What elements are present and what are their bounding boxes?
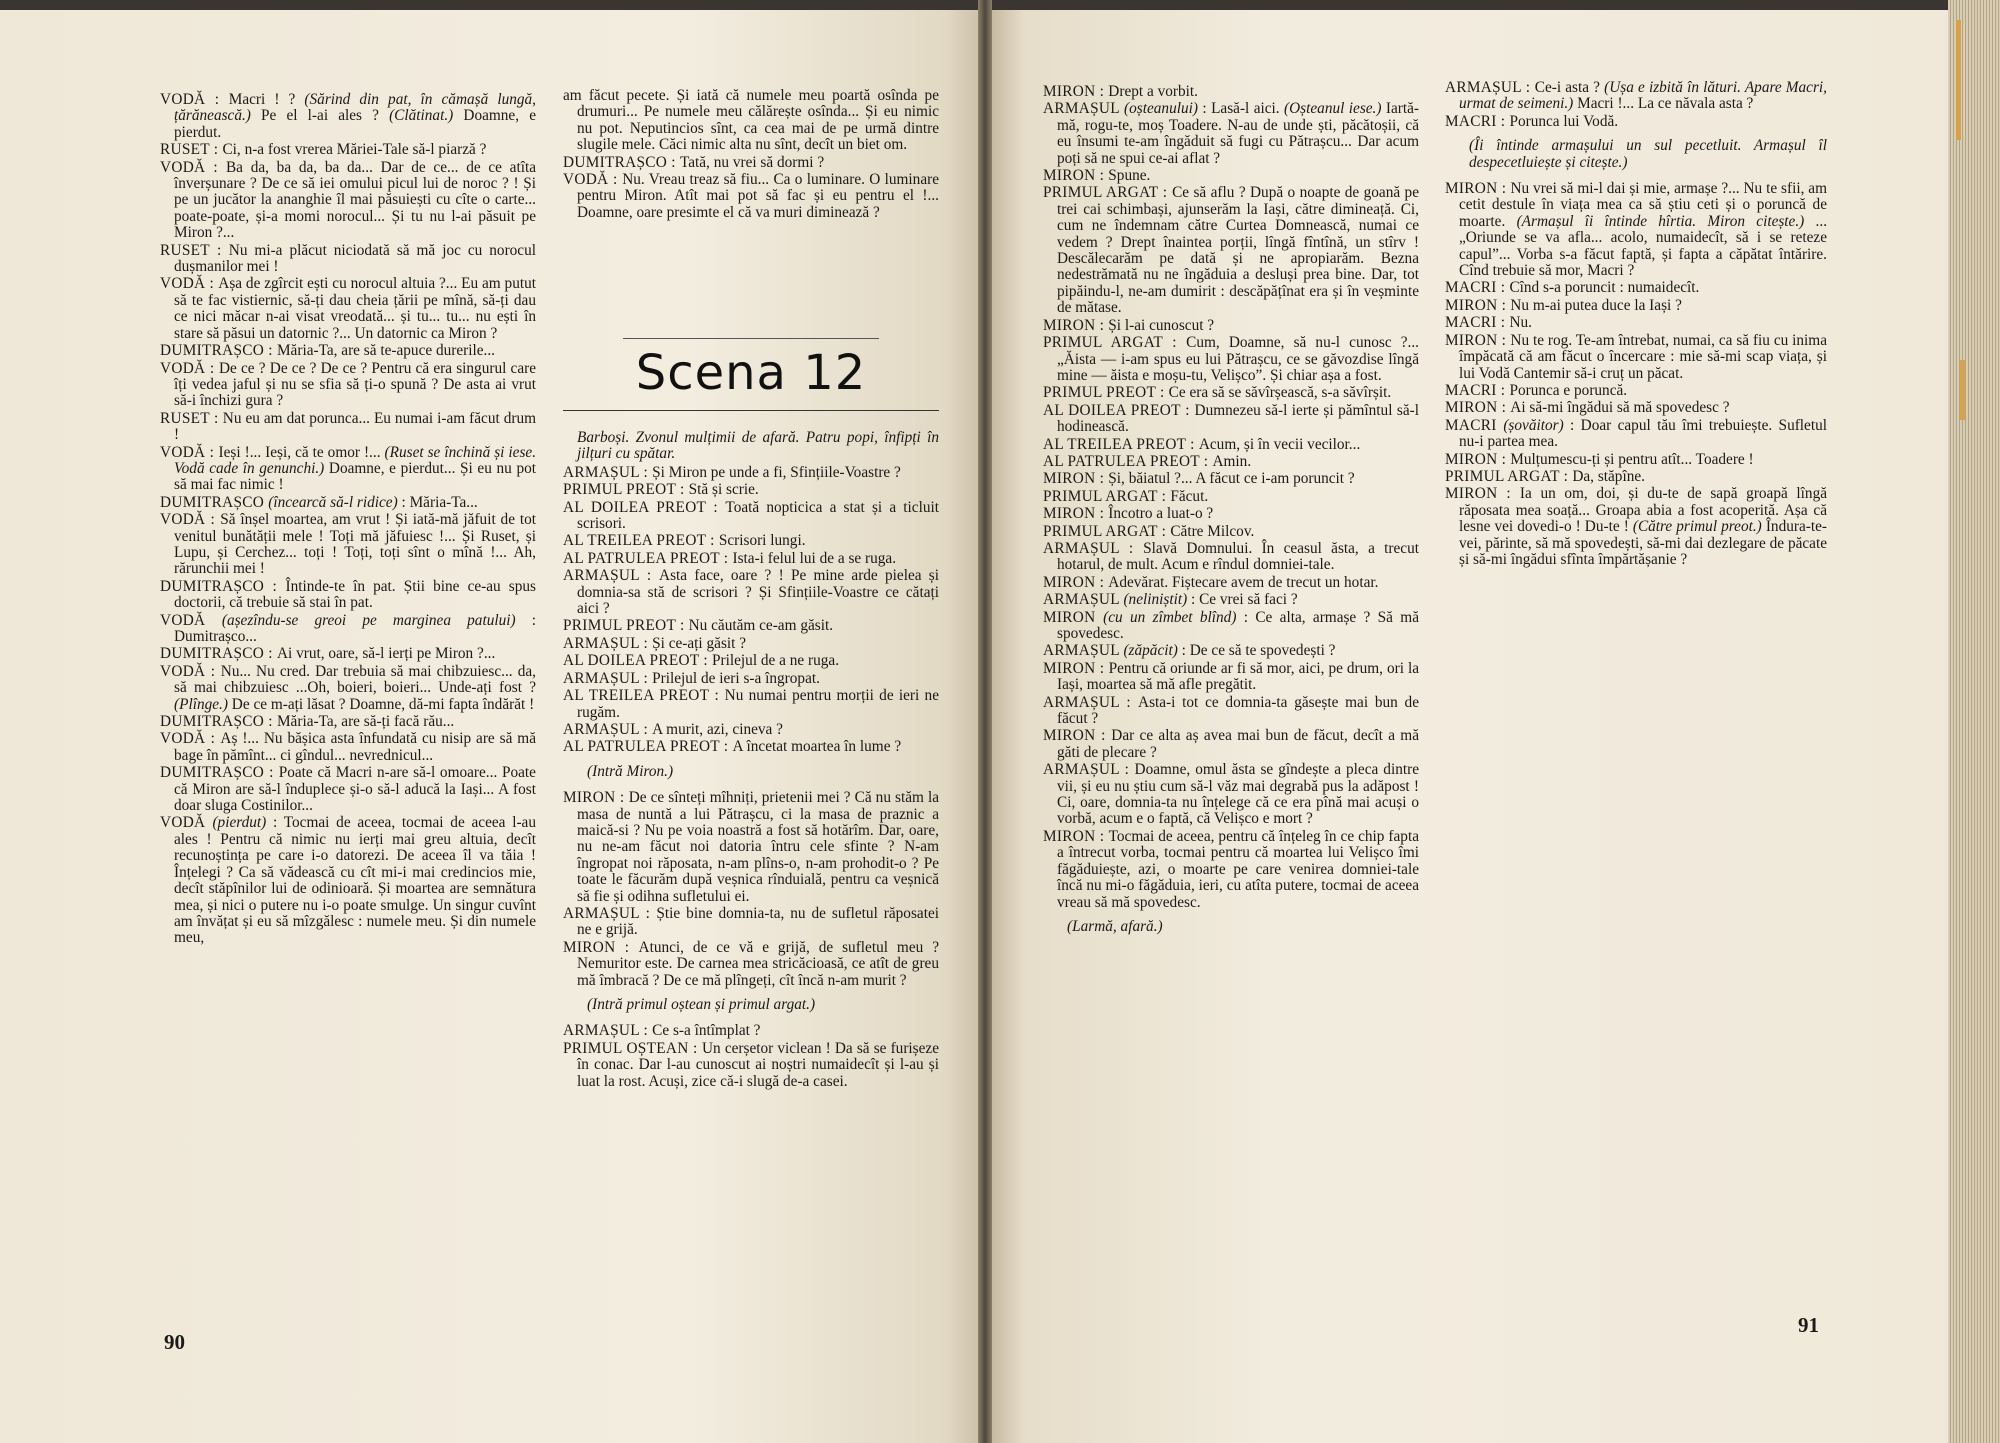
speaker-name: AL TREILEA PREOT :: [563, 532, 719, 550]
line-text: Așa de zgîrcit ești cu norocul altuia ?... Eu am putut să te fac vistiernic, să-ți dau cheia țării pe mînă, să-ți dau ce nici măcar n-ai visat vreodată... și tu... tu... nu ești în stare să păsui un datornic ?... Un datornic ca Miron ?: [174, 275, 536, 342]
stage-direction: (pierdut): [212, 814, 267, 832]
dialogue-line: [563, 618, 939, 634]
dialogue-line: [1043, 335, 1419, 384]
line-text: Da, stăpîne.: [1572, 467, 1645, 485]
dialogue-line: [1043, 541, 1419, 574]
line-text: Atunci, de ce vă e grijă, de sufletul meu ? Nemuritor este. De carnea mea stricăcioasă, ce atît de greu mă îmbracă ? De ce mă plîngeți, cît încă n-am murit ?: [577, 938, 939, 989]
page-number-left: 90: [164, 1330, 185, 1354]
stage-direction: (Ruset se închină și iese. Vodă cade în genunchi.): [174, 443, 537, 477]
line-text: Adevărat. Fiștecare avem de trecut un hotar.: [1108, 573, 1379, 591]
scene-heading: [563, 330, 939, 425]
speaker-name: VODĂ :: [160, 662, 221, 680]
dialogue-line: [563, 551, 939, 567]
stage-direction: (neliniștit): [1123, 591, 1188, 609]
speaker-name: MIRON :: [1445, 331, 1511, 349]
dialogue-line: [563, 482, 939, 498]
line-text: Și l-ai cunoscut ?: [1108, 316, 1215, 334]
dialogue-line: [160, 160, 536, 242]
speaker-name: MIRON :: [1043, 727, 1112, 745]
dialogue-line: [1445, 80, 1827, 113]
speaker-name: ARMAȘUL :: [1043, 539, 1144, 557]
dialogue-line: [1445, 181, 1827, 279]
dialogue-line: [160, 815, 536, 946]
column-3: [1043, 84, 1419, 945]
speaker-name: MIRON :: [1043, 83, 1109, 100]
speaker-name: DUMITRAȘCO :: [160, 577, 286, 595]
dialogue-line: [1043, 695, 1419, 728]
stage-direction: (zăpăcit): [1123, 642, 1178, 660]
dialogue-line: [160, 495, 536, 511]
speaker-name: ARMAȘUL :: [1043, 693, 1139, 711]
line-text: Dumnezeu să-l ierte și pămîntul să-l hodinească.: [1057, 401, 1419, 436]
speaker-name: PRIMUL ARGAT :: [1043, 522, 1171, 540]
dialogue-line: [1043, 454, 1419, 470]
column-1: [160, 92, 536, 948]
speaker-name: ARMAȘUL :: [563, 463, 653, 481]
speaker-name: ARMAȘUL :: [563, 720, 653, 738]
speaker-name: PRIMUL OȘTEAN :: [563, 1039, 702, 1057]
speaker-name: DUMITRAȘCO :: [160, 764, 279, 782]
speaker-name: DUMITRAȘCO :: [160, 645, 277, 663]
stage-direction: (Plînge.): [174, 695, 228, 713]
line-text: Ieși !... Ieși, că te omor !...: [218, 443, 385, 461]
line-text: Tocmai de aceea, pentru că înțeleg în ce chip fapta a întrecut vorba, tocmai pentru că moartea lui Velișco îmi făgăduiește, azi, o moarte pe care venirea domniei-tale încă nu mi-o făgăduia, ieri, cu atîta putere, tocmai de aceea vreau să mă spovedesc.: [1057, 827, 1419, 911]
line-text: : De ce să te spovedești ?: [1177, 642, 1336, 660]
stage-direction: Barboși. Zvonul mulțimii de afară. Patru popi, înfipți în jilțuri cu spătar.: [577, 429, 939, 463]
dialogue-line: [1043, 592, 1419, 608]
dialogue-line: [1445, 452, 1827, 468]
dialogue-line: [1445, 400, 1827, 416]
speaker-name: MACRI :: [1445, 279, 1510, 297]
dialogue-line: [1043, 168, 1419, 184]
dialogue-line: [1043, 610, 1419, 643]
speaker-name: VODĂ :: [160, 359, 219, 377]
dialogue-line: [1043, 575, 1419, 591]
dialogue-line: [563, 688, 939, 721]
speaker-name: AL PATRULEA PREOT :: [563, 549, 733, 567]
stage-direction: (Oșteanul iese.): [1284, 100, 1382, 118]
speaker-name: PRIMUL ARGAT :: [1043, 487, 1171, 505]
line-text: Scrisori lungi.: [718, 532, 806, 550]
dialogue-line: [563, 1023, 939, 1039]
speaker-name: AL TREILEA PREOT :: [563, 687, 725, 705]
dialogue-line: [1043, 471, 1419, 487]
line-text: am făcut pecete. Și iată că numele meu poartă osînda pe drumuri... Pe numele meu călărește osînda... Și eu nimic nu pot. Neputincios sînt, ca cea mai de pe urmă dintre slugile mele. Căci nimic alta nu sînt, decît un biet om.: [563, 87, 939, 154]
speaker-name: MIRON :: [1445, 450, 1511, 468]
speaker-name: ARMAȘUL: [1043, 100, 1125, 118]
dialogue-line: [160, 664, 536, 713]
dialogue-line: [160, 646, 536, 662]
speaker-name: VODĂ :: [160, 511, 221, 529]
line-text: Ci, n-a fost vrerea Măriei-Tale să-l piarză ?: [222, 141, 487, 159]
column-4: [1445, 80, 1827, 569]
line-text: Spune.: [1108, 167, 1151, 185]
speaker-name: MIRON :: [1043, 573, 1109, 591]
speaker-name: AL DOILEA PREOT :: [1043, 401, 1195, 419]
stage-direction: (încearcă să-l ridice): [268, 493, 398, 511]
dialogue-line: [160, 361, 536, 410]
speaker-name: MACRI: [1445, 416, 1504, 434]
speaker-name: VODĂ :: [563, 171, 623, 189]
speaker-name: MACRI :: [1445, 314, 1510, 332]
dialogue-line: [563, 533, 939, 549]
line-text: : Lasă-l aici.: [1197, 100, 1285, 118]
dialogue-line: [1043, 728, 1419, 761]
speaker-name: VODĂ :: [160, 443, 219, 461]
line-text: Nu. Vreau treaz să fiu... Ca o luminare. O luminare pentru Miron. Atît mai pot să fac și eu pentru el !... Doamne, oare presimte el că va muri diminează ?: [577, 171, 940, 221]
speaker-name: VODĂ :: [160, 158, 226, 176]
dialogue-line: [563, 940, 939, 989]
speaker-name: MIRON :: [563, 938, 639, 956]
speaker-name: VODĂ :: [160, 275, 219, 293]
speaker-name: RUSET :: [160, 409, 223, 427]
speaker-name: MIRON :: [1445, 399, 1511, 417]
line-text: Nu vrei să mi-l dai și mie, armașe ?... Nu te sfii, am cetit destule în viața mea ca să știu ceti și o poruncă de moarte.: [1459, 180, 1827, 230]
line-text: De ce sînteți mîhniți, prietenii mei ? Că nu stăm la masa de nuntă a lui Pătrașcu, ci la masa de praznic a maică-si ? Nu pe voia noastră a fost să hotărîm. Dar, oare, nu ne-am făcut noi datoria întru cele sfinte ? N-am îngropat noi răposata, n-am plîns-o, n-am prohodit-o ? Pe toate le făcurăm după veșnica rînduială, pentru ca veșnică să fie și odihna sufletului ei.: [577, 789, 939, 905]
speaker-name: MIRON :: [1445, 296, 1511, 314]
speaker-name: AL PATRULEA PREOT :: [563, 738, 733, 756]
line-text: Nu mi-a plăcut niciodată să mă joc cu norocul dușmanilor mei !: [174, 241, 536, 276]
dialogue-line: [1445, 114, 1827, 130]
page-edges: [1948, 0, 2000, 1443]
dialogue-line: [1043, 403, 1419, 436]
speaker-name: PRIMUL PREOT :: [563, 617, 689, 635]
speaker-name: VODĂ: [160, 814, 213, 832]
speaker-name: MACRI :: [1445, 381, 1510, 399]
line-text: Porunca lui Vodă.: [1509, 112, 1619, 130]
stage-direction: (Intră Miron.): [587, 762, 674, 780]
speaker-name: PRIMUL ARGAT :: [1043, 334, 1187, 352]
line-text: : Dumitrașco...: [174, 611, 536, 645]
page-number-right: 91: [1798, 1313, 1819, 1337]
stage-direction: (așezîndu-se greoi pe marginea patului): [221, 611, 516, 629]
stage-direction: (Larmă, afară.): [1067, 917, 1163, 935]
line-text: Nu te rog. Te-am întrebat, numai, ca să fiu cu inima împăcată că am făcut o încercare : mie să-mi scap viața, și lui Vodă Cantemir să-i cruț un păcat.: [1459, 331, 1827, 382]
speaker-name: ARMAȘUL :: [563, 567, 660, 585]
speaker-name: ARMAȘUL :: [1043, 761, 1135, 779]
dialogue-line: [563, 636, 939, 652]
line-text: Nu eu am dat porunca... Eu numai i-am făcut drum !: [174, 409, 537, 444]
line-text: Slavă Domnului. În ceasul ăsta, a trecut hotarul, de mult. Acum e rîndul domniei-tale.: [1057, 539, 1419, 574]
speaker-name: MACRI :: [1445, 112, 1510, 130]
dialogue-line: [563, 653, 939, 669]
line-text: Ce-i asta ?: [1534, 79, 1605, 96]
line-text: Și Miron pe unde a fi, Sfințiile-Voastre ?: [652, 463, 901, 481]
dialogue-line: [563, 568, 939, 617]
dialogue-line: [1043, 185, 1419, 316]
dialogue-line: [1043, 489, 1419, 505]
line-text: Mulțumescu-ți și pentru atît... Toadere !: [1510, 450, 1754, 468]
dialogue-line: [563, 906, 939, 939]
dialogue-line: [1043, 506, 1419, 522]
book-gutter: [978, 0, 992, 1443]
dialogue-line: [563, 500, 939, 533]
dialogue-line: [160, 512, 536, 578]
line-text: Ce să aflu ? După o noapte de goană pe trei cai schimbași, ajunserăm la Iași, către dimineață. Ci, cum ne îndemnam către Curtea Domnească, numai ce vedem ? Drept înaintea porții, lîngă fîntînă, un stîrv ! Descălecarăm pe dată și ne apropiarăm. Bezna nedestrămată nu ne îngăduia a desluși prea bine. Dar, tot pipăindu-l, ne-am dumirit : descăpățînat era și în veșminte de mătase.: [1057, 184, 1419, 317]
dialogue-line: [1445, 315, 1827, 331]
speaker-name: ARMAȘUL :: [1445, 79, 1535, 96]
dialogue-line: [1043, 101, 1419, 167]
stage-direction: (Către primul preot.): [1632, 518, 1762, 536]
line-text: Prilejul de a ne ruga.: [712, 652, 840, 670]
dialogue-line: [1043, 385, 1419, 401]
speaker-name: AL TREILEA PREOT :: [1043, 435, 1199, 453]
speaker-name: DUMITRAȘCO: [160, 493, 269, 511]
stage-direction: (șovăitor): [1503, 416, 1564, 434]
dialogue-line: [160, 142, 536, 158]
dialogue-line: [563, 155, 939, 171]
line-text: Doamne, e pierdut.: [174, 107, 536, 141]
stage-direction: (Ușa e izbită în lături. Apare Macri, urmat de seimeni.): [1459, 79, 1827, 113]
dialogue-line: [563, 790, 939, 905]
line-text: A murit, azi, cineva ?: [652, 720, 783, 738]
stage-direction: (oșteanului): [1124, 100, 1198, 118]
dialogue-line: [1445, 486, 1827, 568]
dialogue-line: [563, 88, 939, 154]
line-text: Stă și scrie.: [688, 481, 759, 499]
dialogue-line: [160, 276, 536, 342]
dialogue-line: [1445, 383, 1827, 399]
speaker-name: MIRON :: [1043, 505, 1109, 523]
speaker-name: RUSET :: [160, 141, 223, 159]
line-text: Întinde-te în pat. Știi bine ce-au spus doctorii, că trebuie să stai în pat.: [174, 577, 536, 612]
dialogue-line: [1445, 418, 1827, 451]
speaker-name: MIRON :: [1043, 470, 1109, 488]
line-text: : Tocmai de aceea, tocmai de aceea l-au ales ! Pentru că nimic nu ierți mai greu altuia, decît recunoștința pe care i-o datorezi. De aceea îl va tăia ! Înțelegi ? Ca să vădească cu cît mi-i mai credincios mie, decît stăpînilor lui de odinioară. Și moartea are semnătura mea, și nici o putere nu i-o poate smulge. Un singur cuvînt am învățat și eu să mîzgălesc : numele meu. Și din numele meu,: [174, 814, 536, 947]
dialogue-line: [1043, 643, 1419, 659]
line-text: Nu căutăm ce-am găsit.: [688, 617, 834, 635]
speaker-name: AL PATRULEA PREOT :: [1043, 452, 1213, 470]
speaker-name: VODĂ: [160, 611, 222, 629]
dialogue-line: [563, 172, 939, 221]
line-text: De ce m-ați lăsat ? Doamne, dă-mi fapta îndărăt !: [227, 695, 535, 713]
line-text: Drept a vorbit.: [1108, 83, 1198, 100]
line-text: Tată, nu vrei să dormi ?: [679, 153, 825, 171]
column-2-top: [563, 88, 939, 222]
column-2: [563, 428, 939, 1091]
line-text: Ai vrut, oare, să-l ierți pe Miron ?...: [276, 645, 496, 663]
speaker-name: MIRON: [1043, 608, 1104, 626]
line-text: Asta face, oare ? ! Pe mine arde pielea și domnia-sa stă de scrisori ? Și Sfințiile-Voastre ce cătați aici ?: [577, 567, 939, 618]
line-text: Un cerșetor viclean ! Da să se furișeze în conac. Dar l-au cunoscut ai noștri numaidecît și l-au și luat la rost. Acuși, zice că-i slugă de-a casei.: [577, 1039, 939, 1090]
dialogue-line: [1043, 318, 1419, 334]
line-text: : Măria-Ta...: [397, 493, 478, 511]
dialogue-line: [160, 343, 536, 359]
line-text: Asta-i tot ce domnia-ta găsește mai bun de făcut ?: [1057, 693, 1419, 728]
dialogue-line: [1043, 437, 1419, 453]
line-text: Pe el l-ai ales ?: [250, 107, 390, 125]
dialogue-line: [160, 579, 536, 612]
line-text: A încetat moartea în lume ?: [732, 738, 902, 756]
dialogue-line: [160, 731, 536, 764]
dialogue-line: [160, 613, 536, 646]
dialogue-line: [160, 92, 536, 141]
line-text: Macri ! ?: [228, 91, 305, 108]
speaker-name: ARMAȘUL: [1043, 642, 1124, 660]
line-text: Ai să-mi îngădui să mă spovedesc ?: [1510, 399, 1730, 417]
speaker-name: RUSET :: [160, 241, 229, 259]
line-text: Aș !... Nu bășica asta înfundată cu nisip are să mă bage în pămînt... ci gîndul... nevrednicul...: [174, 730, 536, 764]
line-text: Ce era să se săvîrșească, s-a săvîrșit.: [1168, 384, 1392, 402]
stage-direction: (Sărind din pat, în cămașă lungă, țărănească.): [174, 91, 536, 125]
line-text: : Ce vrei să faci ?: [1187, 591, 1298, 609]
line-text: Cum, Doamne, să nu-l cunosc ?... „Ăista — i-am spus eu lui Pătrașcu, ce se găvozdise lîngă mine — ăista e moșu-tu, Velișco”. Și chiar așa a fost.: [1057, 334, 1419, 384]
dialogue-line: [1445, 469, 1827, 485]
dialogue-line: [563, 465, 939, 481]
speaker-name: ARMAȘUL :: [563, 669, 653, 687]
line-text: Ce s-a întîmplat ?: [652, 1022, 761, 1040]
line-text: Prilejul de ieri s-a îngropat.: [652, 669, 820, 687]
dialogue-line: [1043, 829, 1419, 911]
dialogue-line: [160, 243, 536, 276]
speaker-name: DUMITRAȘCO :: [563, 153, 680, 171]
speaker-name: MIRON :: [1445, 180, 1511, 198]
stage-direction: (Clătinat.): [389, 107, 454, 125]
speaker-name: MIRON :: [1043, 659, 1109, 677]
speaker-name: ARMAȘUL: [1043, 591, 1124, 609]
dialogue-line: [160, 411, 536, 444]
line-text: Ia un om, doi, și du-te de sapă groapă lîngă răposata mea soață... Groapa abia a fost acoperită. Așa că lesne vei dovedi-o ! Du-te !: [1459, 485, 1828, 536]
speaker-name: AL DOILEA PREOT :: [563, 652, 713, 670]
dialogue-line: [1445, 298, 1827, 314]
speaker-name: ARMAȘUL :: [563, 904, 657, 922]
line-text: Nu.: [1509, 314, 1532, 332]
dialogue-line: [563, 739, 939, 755]
line-text: Macri !... La ce năvala asta ?: [1573, 95, 1754, 113]
speaker-name: PRIMUL ARGAT :: [1043, 184, 1173, 202]
dialogue-line: [160, 714, 536, 730]
line-text: Măria-Ta, are să-ți facă rău...: [276, 713, 455, 731]
speaker-name: ARMAȘUL :: [563, 634, 653, 652]
line-text: Iartă-mă, rogu-te, moș Toadere. N-au de unde ști, păcătoșii, că eu însumi te-am îngăduit să fugi cu Pătrașcu... Dar acum poți să ne spui ce-ai aflat ?: [1057, 100, 1420, 167]
line-text: Să înșel moartea, am vrut ! Și iată-mă jăfuit de tot venitul bunătății mele ! Toți mă jăfuiesc !... Și Ruset, și Lupu, și Cerchez... toți ! Toți, toți sînt o mînă !... Ah, rărunchii mei !: [174, 511, 536, 578]
line-text: Ba da, ba da, ba da... Dar de ce... de ce atîta înverșunare ? De ce să iei omului picul lui de noroc ? ! Și pe un jucător la ananghie îl mai păsuiești cu cîte o carte... poate-poate, și-a momi norocul... Și tu nu l-ai păsuit pe Miron ?...: [174, 158, 536, 242]
stage-direction: (Intră primul oștean și primul argat.): [587, 996, 816, 1013]
line-text: Către Milcov.: [1170, 522, 1255, 540]
line-text: Nu... Nu cred. Dar trebuia să mai chibzuiesc... da, să mai chibzuiesc ...Oh, boieri, boieri... Unde-ați fost ?: [174, 662, 537, 697]
line-text: Încotro a luat-o ?: [1108, 505, 1214, 523]
dialogue-line: [1043, 762, 1419, 828]
line-text: De ce ? De ce ? De ce ? Pentru că era singurul care îți vedea jaful și nu se sfia să ți-o spună ? De asta ai vrut să-i închizi gura ?: [174, 359, 537, 410]
speaker-name: MIRON :: [1445, 485, 1520, 503]
speaker-name: ARMAȘUL :: [563, 1022, 653, 1040]
line-text: Și, băiatul ?... A făcut ce i-am poruncit ?: [1108, 470, 1355, 488]
speaker-name: PRIMUL PREOT :: [563, 481, 689, 499]
speaker-name: AL DOILEA PREOT :: [563, 498, 726, 516]
line-text: Dar ce alta aș avea mai bun de făcut, decît a mă găti de plecare ?: [1057, 727, 1419, 761]
line-text: : Doar capul tău îmi trebuiește. Sufletul nu-i partea mea.: [1459, 416, 1827, 451]
line-text: Doamne, omul ăsta se gîndește a pleca dintre vii, și eu nu știu cum să-l văz mai degrabă pus la adăpost ! Ci, oare, domnia-ta nu înțelege că ce era pînă mai acuși o vorbă, acum e o faptă, că Velișco e mort ?: [1057, 761, 1419, 828]
speaker-name: MIRON :: [1043, 827, 1109, 845]
line-text: Nu numai pentru morții de ieri ne rugăm.: [577, 687, 939, 721]
speaker-name: MIRON :: [563, 789, 629, 807]
speaker-name: VODĂ :: [160, 91, 229, 108]
dialogue-line: [563, 1041, 939, 1090]
line-text: Știe bine domnia-ta, nu de sufletul răposatei ne e grijă.: [577, 904, 939, 939]
speaker-name: DUMITRAȘCO :: [160, 342, 277, 360]
line-text: Acum, și în vecii vecilor...: [1198, 435, 1361, 453]
line-text: Pentru că oriunde ar fi să mor, aici, pe drum, ori la Iași, moartea să mă afle pregătit.: [1057, 659, 1420, 694]
line-text: Nu m-ai putea duce la Iași ?: [1510, 296, 1682, 314]
stage-direction: (Armașul îi întinde hîrtia. Miron citește.): [1516, 212, 1805, 230]
speaker-name: MIRON :: [1043, 167, 1109, 185]
dialogue-line: [1445, 333, 1827, 382]
dialogue-line: [1043, 84, 1419, 100]
dialogue-line: [160, 445, 536, 494]
speaker-name: VODĂ :: [160, 730, 221, 748]
line-text: Amin.: [1212, 452, 1252, 470]
dialogue-line: [1043, 524, 1419, 540]
dialogue-line: [160, 765, 536, 814]
line-text: ...„Oriunde se va afla... acolo, numaidecît, să i se reteze capul”... Vorba s-a făcut faptă, și fapta a căpătat întărire. Cînd trebuie să mor, Macri ?: [1459, 212, 1828, 280]
speaker-name: PRIMUL PREOT :: [1043, 384, 1169, 402]
dialogue-line: [563, 671, 939, 687]
line-text: Cînd s-a poruncit : numaidecît.: [1509, 279, 1700, 297]
dialogue-line: [563, 722, 939, 738]
line-text: Și ce-ați găsit ?: [652, 634, 747, 652]
line-text: Îndura-te-vei, părinte, să mă spovedești, să-mi dai dezlegare de păcate și să-mi îngădui sfînta împărtășanie ?: [1459, 518, 1827, 568]
line-text: Toată nopticica a stat și a ticluit scrisori.: [577, 498, 939, 533]
line-text: : Ce alta, armașe ? Să mă spovedesc.: [1057, 608, 1419, 642]
dialogue-line: [1445, 280, 1827, 296]
line-text: Poate că Macri n-are să-l omoare... Poate că Miron are să-l înduplece și-o să-l aducă la Iași... A fost doar sluga Costinilor...: [174, 764, 536, 815]
dialogue-line: [1043, 661, 1419, 694]
speaker-name: MIRON :: [1043, 316, 1109, 334]
stage-direction: (Îi întinde armașului un sul pecetluit. Armașul îl despecetluiește și citește.): [1469, 137, 1827, 171]
line-text: Măria-Ta, are să te-apuce durerile...: [276, 342, 496, 360]
speaker-name: PRIMUL ARGAT :: [1445, 467, 1573, 485]
line-text: Ista-i felul lui de a se ruga.: [732, 549, 897, 567]
line-text: Porunca e poruncă.: [1509, 381, 1628, 399]
scene-title: Scena 12: [635, 345, 867, 401]
line-text: Făcut.: [1170, 487, 1209, 505]
speaker-name: DUMITRAȘCO :: [160, 713, 277, 731]
stage-direction: (cu un zîmbet blînd): [1103, 608, 1237, 626]
line-text: Doamne, e pierdut... Și eu nu pot să mai fac nimic !: [174, 459, 536, 494]
